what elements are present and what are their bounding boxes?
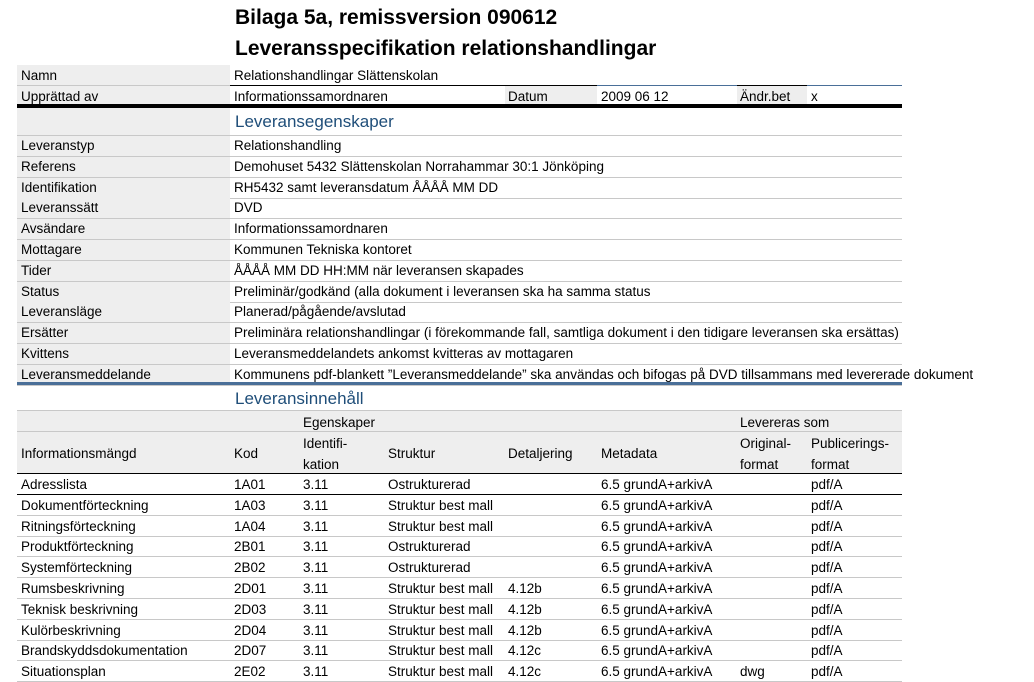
property-label: Leveransläge <box>21 304 103 319</box>
col-header-metadata: Metadata <box>601 446 658 461</box>
cell-informationsmangd: Situationsplan <box>21 664 106 679</box>
divider <box>17 385 902 386</box>
cell-metadata: 6.5 grundA+arkivA <box>601 581 713 596</box>
cell-struktur: Struktur best mall <box>388 643 494 658</box>
cell-struktur: Ostrukturerad <box>388 539 471 554</box>
property-label: Kvittens <box>21 346 70 361</box>
property-value: Informationssamordnaren <box>234 221 388 236</box>
cell-detaljering: 4.12b <box>508 623 542 638</box>
cell-identifikation: 3.11 <box>303 560 329 575</box>
cell-detaljering: 4.12c <box>508 643 542 658</box>
cell-identifikation: 3.11 <box>303 602 329 617</box>
property-value: Preliminär/godkänd (alla dokument i leveransen ska ha samma status <box>234 284 651 299</box>
cell-informationsmangd: Dokumentförteckning <box>21 498 149 513</box>
col-group-egenskaper: Egenskaper <box>303 415 376 430</box>
section-title-leveransinnehall: Leveransinnehåll <box>235 389 364 408</box>
cell-identifikation: 3.11 <box>303 477 329 492</box>
col-header-kod: Kod <box>234 446 259 461</box>
andr-underline <box>807 85 902 86</box>
cell-informationsmangd: Brandskyddsdokumentation <box>21 643 188 658</box>
cell-identifikation: 3.11 <box>303 664 329 679</box>
cell-publiceringsformat: pdf/A <box>811 581 843 596</box>
cell-informationsmangd: Produktförteckning <box>21 539 134 554</box>
andr-value: x <box>811 89 818 104</box>
cell-informationsmangd: Systemförteckning <box>21 560 133 575</box>
cell-publiceringsformat: pdf/A <box>811 498 843 513</box>
cell-detaljering: 4.12c <box>508 664 542 679</box>
col-header-publicering-1: Publicerings- <box>811 436 890 451</box>
cell-metadata: 6.5 grundA+arkivA <box>601 560 713 575</box>
datum-value: 2009 06 12 <box>601 89 669 104</box>
cell-metadata: 6.5 grundA+arkivA <box>601 498 713 513</box>
datum-label: Datum <box>508 89 548 104</box>
cell-kod: 1A01 <box>234 477 266 492</box>
section-divider <box>17 382 902 385</box>
document-title-line2: Leveransspecifikation relationshandlingar <box>235 37 657 60</box>
cell-informationsmangd: Adresslista <box>21 477 88 492</box>
divider <box>17 431 902 432</box>
col-header-identifikation-1: Identifi- <box>303 436 348 451</box>
cell-struktur: Ostrukturerad <box>388 477 471 492</box>
property-value: RH5432 samt leveransdatum ÅÅÅÅ MM DD <box>234 180 499 195</box>
cell-kod: 2B01 <box>234 539 266 554</box>
andr-label: Ändr.bet <box>740 89 791 104</box>
property-value: Preliminära relationshandlingar (i förekommande fall, samtliga dokument i den tidigare leveransen ska ersättas) <box>234 325 899 340</box>
col-header-original-2: format <box>740 457 779 472</box>
cell-metadata: 6.5 grundA+arkivA <box>601 623 713 638</box>
col-header-informationsmangd: Informationsmängd <box>21 446 137 461</box>
cell-struktur: Struktur best mall <box>388 581 494 596</box>
property-label: Status <box>21 284 60 299</box>
datum-underline <box>597 85 737 86</box>
namn-value: Relationshandlingar Slättenskolan <box>234 68 439 83</box>
cell-metadata: 6.5 grundA+arkivA <box>601 664 713 679</box>
cell-kod: 2E02 <box>234 664 266 679</box>
cell-identifikation: 3.11 <box>303 581 329 596</box>
property-label: Referens <box>21 159 76 174</box>
cell-struktur: Struktur best mall <box>388 602 494 617</box>
property-label: Leveransmeddelande <box>21 367 151 382</box>
property-value: ÅÅÅÅ MM DD HH:MM när leveransen skapades <box>234 263 524 278</box>
cell-metadata: 6.5 grundA+arkivA <box>601 539 713 554</box>
property-value: Leveransmeddelandets ankomst kvitteras av mottagaren <box>234 346 574 361</box>
property-label: Leveranssätt <box>21 200 99 215</box>
property-label: Mottagare <box>21 242 82 257</box>
property-value: DVD <box>234 200 263 215</box>
cell-struktur: Struktur best mall <box>388 623 494 638</box>
cell-identifikation: 3.11 <box>303 498 329 513</box>
cell-publiceringsformat: pdf/A <box>811 560 843 575</box>
cell-identifikation: 3.11 <box>303 519 329 534</box>
cell-publiceringsformat: pdf/A <box>811 539 843 554</box>
cell-metadata: 6.5 grundA+arkivA <box>601 477 713 492</box>
cell-publiceringsformat: pdf/A <box>811 643 843 658</box>
cell-kod: 2D04 <box>234 623 267 638</box>
section-title-leveransegenskaper: Leveransegenskaper <box>235 112 394 131</box>
cell-publiceringsformat: pdf/A <box>811 664 843 679</box>
cell-informationsmangd: Ritningsförteckning <box>21 519 136 534</box>
col-group-levereras-som: Levereras som <box>740 415 830 430</box>
property-label: Ersätter <box>21 325 69 340</box>
cell-detaljering: 4.12b <box>508 602 542 617</box>
section1-shade <box>17 108 230 135</box>
cell-kod: 2D07 <box>234 643 267 658</box>
property-value: Demohuset 5432 Slättenskolan Norrahammar 30:1 Jönköping <box>234 159 604 174</box>
property-value: Relationshandling <box>234 138 342 153</box>
cell-identifikation: 3.11 <box>303 643 329 658</box>
document-title-line1: Bilaga 5a, remissversion 090612 <box>235 6 558 29</box>
cell-publiceringsformat: pdf/A <box>811 602 843 617</box>
property-label: Tider <box>21 263 52 278</box>
cell-metadata: 6.5 grundA+arkivA <box>601 643 713 658</box>
cell-identifikation: 3.11 <box>303 623 329 638</box>
cell-originalformat: dwg <box>740 664 765 679</box>
cell-kod: 1A03 <box>234 498 266 513</box>
cell-kod: 2D01 <box>234 581 267 596</box>
cell-metadata: 6.5 grundA+arkivA <box>601 519 713 534</box>
property-value: Planerad/pågående/avslutad <box>234 304 406 319</box>
col-header-detaljering: Detaljering <box>508 446 573 461</box>
cell-metadata: 6.5 grundA+arkivA <box>601 602 713 617</box>
cell-kod: 1A04 <box>234 519 266 534</box>
cell-struktur: Struktur best mall <box>388 519 494 534</box>
cell-detaljering: 4.12b <box>508 581 542 596</box>
cell-struktur: Struktur best mall <box>388 664 494 679</box>
upprattad-label: Upprättad av <box>21 89 99 104</box>
property-label: Avsändare <box>21 221 86 236</box>
cell-informationsmangd: Teknisk beskrivning <box>21 602 139 617</box>
cell-identifikation: 3.11 <box>303 539 329 554</box>
cell-informationsmangd: Kulörbeskrivning <box>21 623 121 638</box>
cell-publiceringsformat: pdf/A <box>811 519 843 534</box>
cell-informationsmangd: Rumsbeskrivning <box>21 581 125 596</box>
cell-publiceringsformat: pdf/A <box>811 623 843 638</box>
col-header-original-1: Original- <box>740 436 792 451</box>
upprattad-value: Informationssamordnaren <box>234 89 388 104</box>
property-value: Kommunens pdf-blankett ”Leveransmeddelande” ska användas och bifogas på DVD tillsammans med levererade dokument <box>234 367 974 382</box>
namn-label: Namn <box>21 68 58 83</box>
cell-struktur: Struktur best mall <box>388 498 494 513</box>
cell-publiceringsformat: pdf/A <box>811 477 843 492</box>
col-header-struktur: Struktur <box>388 446 436 461</box>
property-label: Leveranstyp <box>21 138 95 153</box>
property-value: Kommunen Tekniska kontoret <box>234 242 412 257</box>
property-label: Identifikation <box>21 180 97 195</box>
col-header-publicering-2: format <box>811 457 850 472</box>
col-header-identifikation-2: kation <box>303 457 340 472</box>
cell-struktur: Ostrukturerad <box>388 560 471 575</box>
cell-kod: 2D03 <box>234 602 267 617</box>
cell-kod: 2B02 <box>234 560 266 575</box>
